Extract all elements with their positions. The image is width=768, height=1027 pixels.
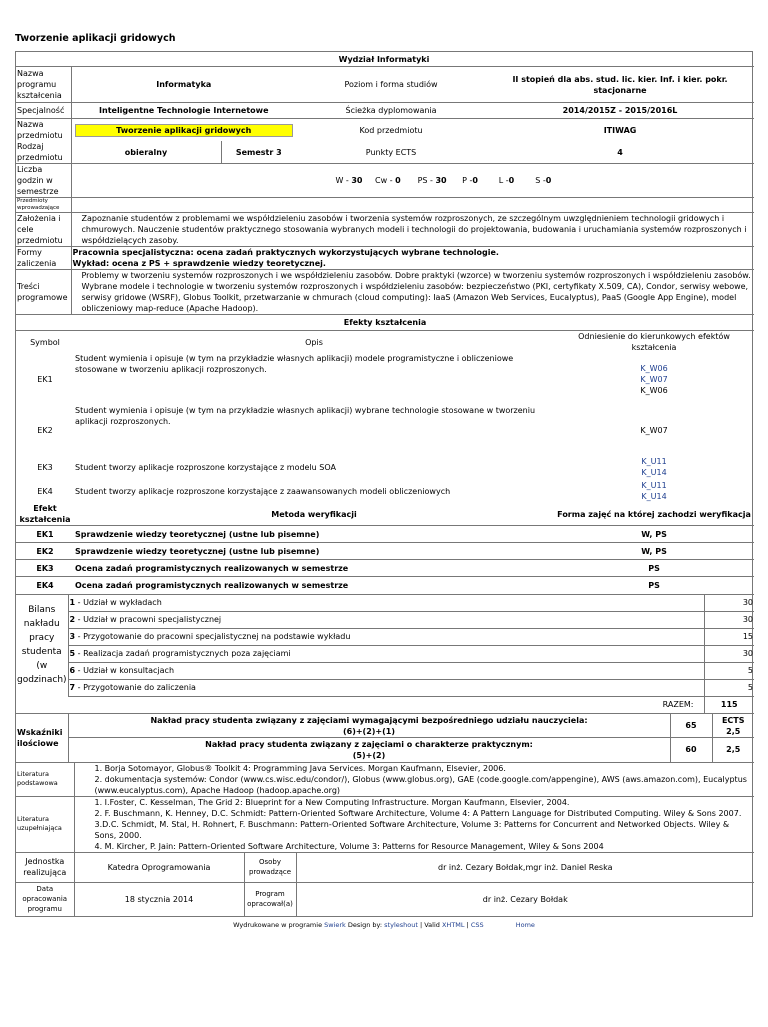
hours-cw: Cw - 0 <box>375 176 401 185</box>
effect-row: EK2 Student wymienia i opisuje (w tym na przykładzie własnych aplikacji) wybrane technologie stosowane w tworzeniu aplikacji rozproszonych. K_W07 <box>37 406 668 435</box>
date-value: 18 stycznia 2014 <box>124 894 194 904</box>
subject-value: Tworzenie aplikacji gridowych <box>75 124 294 137</box>
verify-row: EK2 Sprawdzenie wiedzy teoretycznej (ustne lub pisemne) W, PS <box>16 543 754 560</box>
hours-s: S -0 <box>535 176 552 185</box>
verify-form-label: Forma zajęć na której zachodzi weryfikacja <box>557 509 751 519</box>
indicator-val-2: 60 <box>670 738 712 762</box>
forms-label: Formy zaliczenia <box>16 247 71 270</box>
indicator-line-2: Nakład pracy studenta związany z zajęciami o charakterze praktycznym: (5)+(2) <box>205 739 533 760</box>
goals-label: Założenia i cele przedmiotu <box>16 213 71 247</box>
type-label: Rodzaj przedmiotu <box>16 141 71 164</box>
lit-extra: 1. I.Foster, C. Kesselman, The Grid 2: Blueprint for a New Computing Infrastructure. Morgan Kaufmann, Elsevier, 2004. 2. F. Buschmann, K. Henney, D.C. Schmidt: Pattern-Oriented Software Architecture, Volume 4: A Pattern Language for Distributed Computing. Wiley & Sons 2007. 3.D.C. Schmidt, M. Stal, H. Rohnert, F. Buschmann: Pattern-Oriented Software Architecture, Volume 3: Patterns for Concurrent and Networked Objects. Wiley & Sons, 2000. 4. M. Kircher, P. Jain: Pattern-Oriented Software Architecture, Volume 3: Patterns for Resource Management, Wiley & Sons 2004 <box>94 797 742 851</box>
effects-desc-label: Opis <box>305 337 323 347</box>
hours-p: P -0 <box>462 176 478 185</box>
level-label: Poziom i forma studiów <box>344 80 438 89</box>
author-label: Program opracował(a) <box>244 882 296 916</box>
effects-symbol-label: Symbol <box>30 337 60 347</box>
lit-basic: 1. Borja Sotomayor, Globus® Toolkit 4: Programming Java Services. Morgan Kaufmann, Elsevier, 2006. 2. dokumentacja systemów: Condor (www.cs.wisc.edu/condor/), Globus (www.globus.org), GAE (code.google.com/appengine), AWS (aws.amazon.com), Eucalyptus (www.eucalyptus.com), Apache Hadoop (hadoop.apache.org) <box>94 763 747 795</box>
indicator-ects-1: ECTS 2,5 <box>712 714 754 738</box>
balance-sum-label: RAZEM: <box>662 700 694 710</box>
balance-item: 6 - Udział w konsultacjach <box>68 662 704 679</box>
balance-item: 5 - Realizacja zadań programistycznych poza zajęciami <box>68 645 704 662</box>
effect-ref-link[interactable]: K_U14 <box>641 468 667 477</box>
effects-header: Efekty kształcenia <box>343 318 427 327</box>
path-label: Ścieżka dyplomowania <box>345 106 437 115</box>
indicator-val-1: 65 <box>670 714 712 738</box>
semester-value: Semestr 3 <box>235 147 282 157</box>
page-title: Tworzenie aplikacji gridowych <box>15 33 176 44</box>
effect-row: EK1 Student wymienia i opisuje (w tym na przykładzie własnych aplikacji) modele programistyczne i obliczeniowe stosowane w tworzeniu aplikacji rozproszonych. K_W06 K_W07 K_W06 <box>16 353 754 405</box>
xhtml-link[interactable]: XHTML <box>441 921 465 929</box>
persons-value: dr inż. Cezary Bołdak,mgr inż. Daniel Reska <box>438 862 613 872</box>
verify-effect-label: Efekt kształcenia <box>19 504 71 524</box>
author-value: dr inż. Cezary Bołdak <box>482 894 568 904</box>
effect-ref-link[interactable]: K_W07 <box>640 374 668 384</box>
ects-value: 4 <box>617 147 623 157</box>
balance-item: 3 - Przygotowanie do pracowni specjalistycznej na podstawie wykładu <box>68 628 704 645</box>
type-value: obieralny <box>71 141 221 164</box>
effect-ref-link[interactable]: K_U14 <box>641 492 667 501</box>
effect-ref-link[interactable]: K_U11 <box>641 457 667 466</box>
verify-method-label: Metoda weryfikacji <box>271 509 357 519</box>
path-value: 2014/2015Z - 2015/2016L <box>562 106 678 115</box>
hours-ps: PS - 30 <box>417 176 447 185</box>
hours-l: L -0 <box>498 176 515 185</box>
syllabus-page <box>15 33 753 929</box>
program-label: Nazwa programu kształcenia <box>16 67 71 103</box>
date-label: Data opracowania programu <box>16 882 74 916</box>
code-value: ITIWAG <box>603 125 637 135</box>
unit-label: Jednostka realizująca <box>16 852 74 882</box>
forms-line-1: Pracownia specjalistyczna: ocena zadań praktycznych wykorzystujących wybrane technologie. <box>72 248 499 257</box>
unit-value: Katedra Oprogramowania <box>107 862 211 872</box>
hours-label: Liczba godzin w semestrze <box>16 164 71 198</box>
balance-label: Bilans nakładu pracy studenta (w godzinach) <box>16 594 68 696</box>
code-label: Kod przedmiotu <box>359 125 423 135</box>
hours-w: W - 30 <box>335 176 363 185</box>
hours-breakdown <box>71 164 754 198</box>
effect-ref-link[interactable]: K_W06 <box>640 363 668 373</box>
content-text: Problemy w tworzeniu systemów rozproszonych i we współdzieleniu zasobów. Dobre praktyki (wzorce) w tworzeniu systemów rozproszonych i współdzieleniu zasobów. Wybrane modele i technologie w tworzeniu systemów rozproszonych i współdzieleniu zasobów: bezpieczeństwo (PKI, certyfikaty X.509, CA), Condor, serwisy webowe, serwisy gridowe (WSRF), Globus Toolkit, przetwarzanie w chmurach (cloud computing): IaaS (Amazon Web Services, Eucalyptus), PaaS (Google App Engine), model obliczeniowy map-reduce (Apache Hadoop). <box>81 271 751 313</box>
persons-label: Osoby prowadzące <box>244 852 296 882</box>
indicator-line-1: Nakład pracy studenta związany z zajęciami wymagającymi bezpośredniego udziału nauczyciela: (6)+(2)+(1) <box>150 715 588 736</box>
verify-row: EK1 Sprawdzenie wiedzy teoretycznej (ustne lub pisemne) W, PS <box>16 526 754 543</box>
syllabus-table: Wydział Informatyki Nazwa programu kształcenia Informatyka Poziom i forma studiów II stopień dla abs. stud. lic. kier. Inf. i kier. pokr. stacjonarne Specjalność Inteligentne Technologie Internetowe Ścieżka dyplomowania 2014/2015Z - 2015/2016L Nazwa przedmiotu Tworzenie aplikacji gridowych Kod przedmiotu ITIWAG Rodzaj przedmiotu obieralny Semestr 3 Punkty ECTS 4 Liczba godzin w semestrze W - 30 Cw - 0 PS - 30 P -0 L -0 S -0 Przedmioty wprowadzające Założenia i cele przedmiotu Zapoznanie studentów z problemami we współdzieleniu zasobów i tworzenia systemów rozproszonych, ze szczególnym uwzględnieniem technologii gridowych i chmurowych. Nauczenie studentów praktycznego stosowania wybranych modeli i technologii do projektowania, budowania i uruchamiania systemów rozproszonych i współdzielących zasoby. Formy zaliczenia Pracownia specjalistyczna: ocena zadań praktycznych wykorzystujących wybrane technologie. Wykład: ocena z PS + sprawdzenie wiedzy teoretycznej. Treści programowe Problemy w tworzeniu systemów rozproszonych i we współdzieleniu zasobów. Dobre praktyki (wzorce) w tworzeniu systemów rozproszonych i współdzieleniu zasobów. Wybrane modele i technologie w tworzeniu systemów rozproszonych i współdzieleniu zasobów: bezpieczeństwo (PKI, certyfikaty X.509, CA), Condor, serwisy webowe, serwisy gridowe (WSRF), Globus Toolkit, przetwarzanie w chmurach (cloud computing): IaaS (Amazon Web Services, Eucalyptus), PaaS (Google App Engine), model obliczeniowy map-reduce (Apache Hadoop). Efekty kształcenia Symbol Opis Odniesienie do kierunkowych efektów kształcenia EK1 Student wymienia i opisuje (w tym na przykładzie własnych aplikacji) modele programistyczne i obliczeniowe stosowane w tworzeniu aplikacji rozproszonych. K_W06 K_W07 K_W06 EK2 Student wymienia i opisuje (w tym na przykładzie własnych aplikacji) wybrane technologie stosowane w tworzeniu aplikacji rozproszonych. K_W07 EK3 Student tworzy aplikacje rozproszone korzystające z modelu SOA K_U11 K_U14 EK4 Student tworzy aplikacje rozproszone korzystające z zaawansowanych modeli obliczeniowych K_U11 K_U14 Efekt kształcenia Metoda weryfikacji Forma zajęć na której zachodzi weryfikacja EK1 Sprawdzenie wiedzy teoretycznej (ustne lub pisemne) W, PS EK2 Sprawdzenie wiedzy teoretycznej (ustne lub pisemne) W, PS EK3 Ocena zadań programistycznych realizowanych w semestrze PS EK4 Ocena zadań programistycznych realizowanych w semestrze PS Bilans nakładu pracy studenta (w godzinach) 1 - Udział w wykładach 30 2 - Udział w pracowni specjalistycznej 30 3 - Przygotowanie do pracowni specjalistycznej na podstawie wykładu 15 5 - Realizacja zadań programistycznych poza zajęciami 30 6 - Udział w konsultacjach 5 7 - Przygotowanie do zaliczenia 5 RAZEM: 115 Wskaźniki ilościowe Nakład pracy studenta związany z zajęciami wymagającymi bezpośredniego udziału nauczyciela: (6)+(2)+(1) 65 ECTS 2,5 Nakład pracy studenta związany z zajęciami o charakterze praktycznym: (5)+(2) 60 2,5 Literatura podstawowa 1. Borja Sotomayor, Globus® Toolkit 4: Programming Java Services. Morgan Kaufmann, Elsevier, 2006. 2. dokumentacja systemów: Condor (www.cs.wisc.edu/condor/), Globus (www.globus.org), GAE (code.google.com/appengine), AWS (aws.amazon.com), Eucalyptus (www.eucalyptus.com), Apache Hadoop (hadoop.apache.org) Literatura uzupełniająca 1. I.Foster, C. Kesselman, The Grid 2: Blueprint for a New Computing Infrastructure. Morgan Kaufmann, Elsevier, 2004. 2. F. Buschmann, K. Henney, D.C. Schmidt: Pattern-Oriented Software Architecture, Volume 4: A Pattern Language for Distributed Computing. Wiley & Sons 2007. 3.D.C. Schmidt, M. Stal, H. Rohnert, F. Buschmann: Pattern-Oriented Software Architecture, Volume 3: Patterns for Concurrent and Networked Objects. Wiley & Sons, 2000. 4. M. Kircher, P. Jain: Pattern-Oriented Software Architecture, Volume 3: Patterns for Resource Management, Wiley & Sons 2004 Jednostka realizująca Katedra Oprogramowania Osoby prowadzące dr inż. Cezary Bołdak,mgr inż. Daniel Reska Data opracowania programu 18 stycznia 2014 Program opracował(a) dr inż. Cezary Bołdak <box>15 51 753 917</box>
indicators-label: Wskaźniki ilościowe <box>16 714 68 762</box>
spec-value: Inteligentne Technologie Internetowe <box>99 106 269 115</box>
level-value: II stopień dla abs. stud. lic. kier. Inf. i kier. pokr. stacjonarne <box>512 74 728 95</box>
content-label: Treści programowe <box>16 270 71 315</box>
styleshout-link[interactable]: styleshout <box>384 921 418 929</box>
verify-row: EK4 Ocena zadań programistycznych realizowanych w semestrze PS <box>16 577 754 594</box>
footer: Wydrukowane w programie Swierk Design by: styleshout | Valid XHTML | CSS Home <box>233 921 535 929</box>
balance-sum: 115 <box>704 696 754 713</box>
verify-row: EK3 Ocena zadań programistycznych realizowanych w semestrze PS <box>16 560 754 577</box>
effect-ref-link[interactable]: K_U11 <box>641 481 667 490</box>
subject-label: Nazwa przedmiotu <box>16 119 71 142</box>
css-link[interactable]: CSS <box>470 921 484 929</box>
spec-label: Specjalność <box>16 103 71 119</box>
forms-line-2: Wykład: ocena z PS + sprawdzenie wiedzy teoretycznej. <box>72 259 326 268</box>
balance-item: 2 - Udział w pracowni specjalistycznej <box>68 611 704 628</box>
effects-ref-label: Odniesienie do kierunkowych efektów kształcenia <box>578 332 730 352</box>
swierk-link[interactable]: Swierk <box>324 921 346 929</box>
lit-extra-label: Literatura uzupełniająca <box>16 796 74 852</box>
goals-text: Zapoznanie studentów z problemami we współdzieleniu zasobów i tworzenia systemów rozproszonych, ze szczególnym uwzględnieniem technologii gridowych i chmurowych. Nauczenie studentów praktycznego stosowania wybranych modeli i technologii do projektowania, budowania i uruchamiania systemów rozproszonych i współdzielących zasoby. <box>81 214 747 245</box>
program-value: Informatyka <box>156 80 212 89</box>
effect-row: EK4 Student tworzy aplikacje rozproszone korzystające z zaawansowanych modeli obliczeniowych K_U11 K_U14 <box>16 479 754 503</box>
prereq-label: Przedmioty wprowadzające <box>16 198 71 213</box>
home-link[interactable]: Home <box>515 921 535 929</box>
lit-basic-label: Literatura podstawowa <box>16 762 74 796</box>
balance-item: 1 - Udział w wykładach <box>68 594 704 611</box>
ects-label: Punkty ECTS <box>365 147 417 157</box>
balance-item: 7 - Przygotowanie do zaliczenia <box>68 679 704 696</box>
faculty: Wydział Informatyki <box>338 54 430 64</box>
effect-row: EK3 Student tworzy aplikacje rozproszone korzystające z modelu SOA K_U11 K_U14 <box>16 455 754 479</box>
indicator-ects-2: 2,5 <box>712 738 754 762</box>
